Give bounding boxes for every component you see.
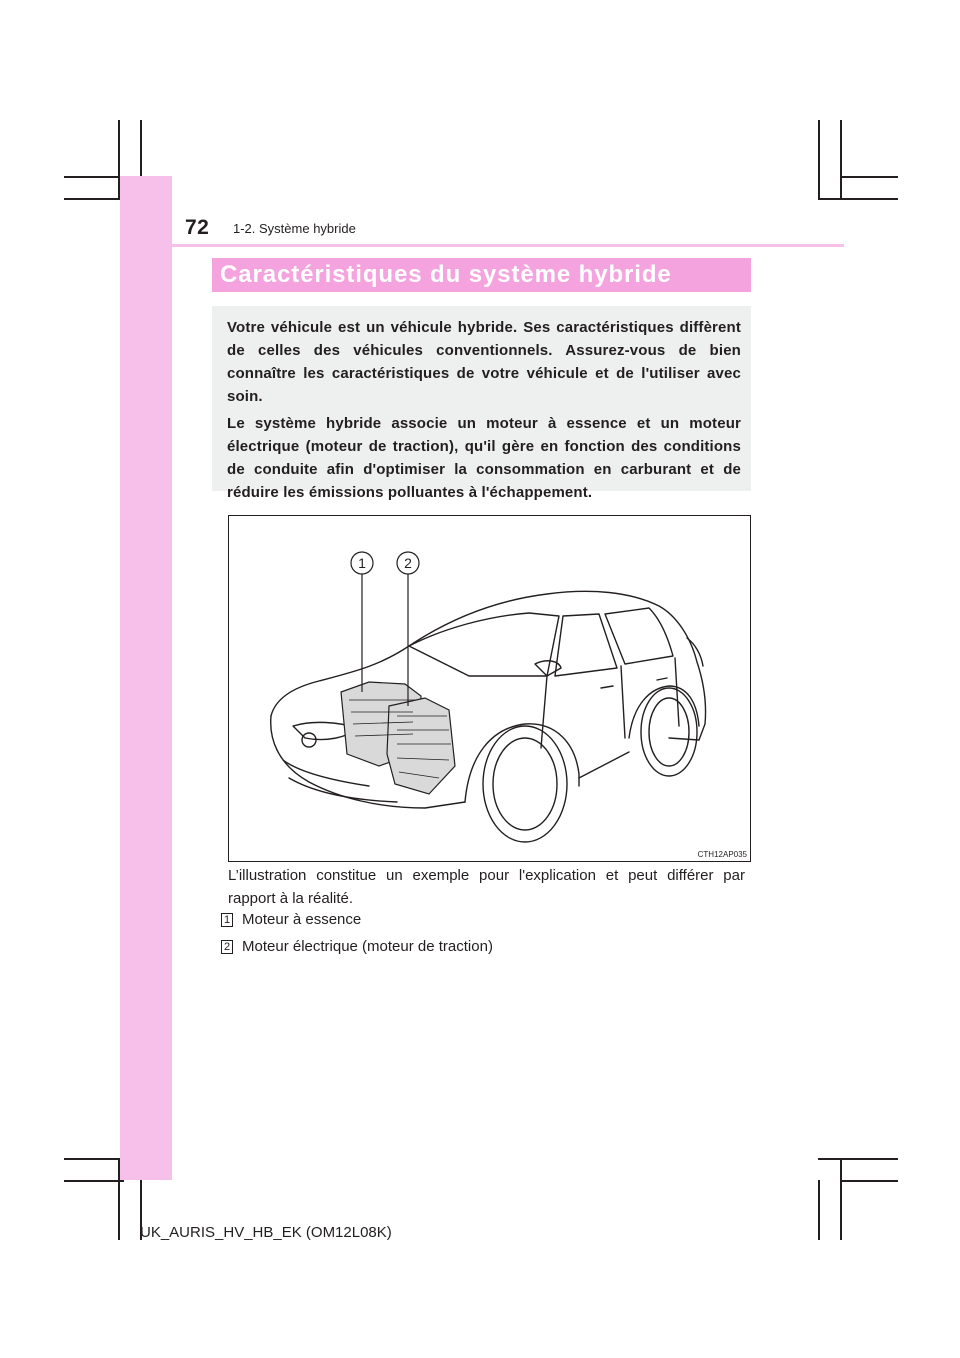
crop-mark	[818, 198, 898, 200]
crop-mark	[840, 1158, 842, 1240]
legend-number: 1	[221, 913, 233, 927]
figure-code: CTH12AP035	[697, 850, 747, 859]
crop-mark	[818, 120, 820, 200]
intro-paragraph: Le système hybride associe un moteur à essence et un moteur électrique (moteur de traction), qu'il gère en fonction des conditions de conduite afin d'optimiser la consommation en carburant et de réduire les émissions polluantes à l'échappement.	[227, 415, 741, 501]
page-number: 72	[185, 216, 210, 239]
callout-number-1: 1	[358, 555, 366, 571]
crop-mark	[840, 1180, 898, 1182]
car-body-outline	[271, 591, 706, 740]
section-title: Caractéristiques du système hybride	[220, 261, 672, 288]
vehicle-illustration	[228, 515, 751, 862]
windshield	[409, 613, 559, 676]
legend-number: 2	[221, 940, 233, 954]
engine-assembly	[341, 682, 455, 794]
rear-side-window	[605, 608, 673, 664]
figure-caption: L’illustration constitue un exemple pour l'explication et peut différer par rapport à la réalité.	[228, 867, 745, 907]
crop-mark	[64, 1180, 124, 1182]
front-wheel-rim	[493, 738, 557, 830]
section-reference: 1-2. Système hybride	[233, 221, 356, 236]
chapter-sidebar	[120, 176, 172, 1180]
legend-label: Moteur électrique (moteur de traction)	[242, 938, 493, 955]
front-wheel	[483, 726, 567, 842]
crop-mark	[818, 1158, 898, 1160]
intro-paragraph: Votre véhicule est un véhicule hybride. Ses caractéristiques diffèrent de celles des véhicules conventionnels. Assurez-vous de bien connaître les caractéristiques de votre véhicule et de l'utiliser avec soin.	[227, 319, 741, 405]
rocker-panel	[579, 752, 629, 778]
crop-mark	[840, 120, 842, 200]
electric-motor	[387, 698, 455, 794]
document-code: UK_AURIS_HV_HB_EK (OM12L08K)	[140, 1224, 392, 1241]
front-wheel-arch	[465, 724, 579, 802]
crop-mark	[840, 176, 898, 178]
crop-mark	[64, 176, 124, 178]
front-side-window	[555, 614, 617, 676]
intro-box	[212, 306, 751, 501]
callout-number-2: 2	[404, 555, 412, 571]
car-drawing	[229, 516, 751, 862]
legend-item	[221, 938, 493, 955]
door-handle	[601, 678, 667, 688]
legend-item	[221, 911, 361, 928]
section-title-banner	[212, 258, 751, 292]
header-rule	[120, 244, 844, 247]
crop-mark	[818, 1180, 820, 1240]
fog-light	[302, 733, 316, 747]
legend-label: Moteur à essence	[242, 911, 362, 928]
rear-wheel-rim	[649, 698, 689, 766]
